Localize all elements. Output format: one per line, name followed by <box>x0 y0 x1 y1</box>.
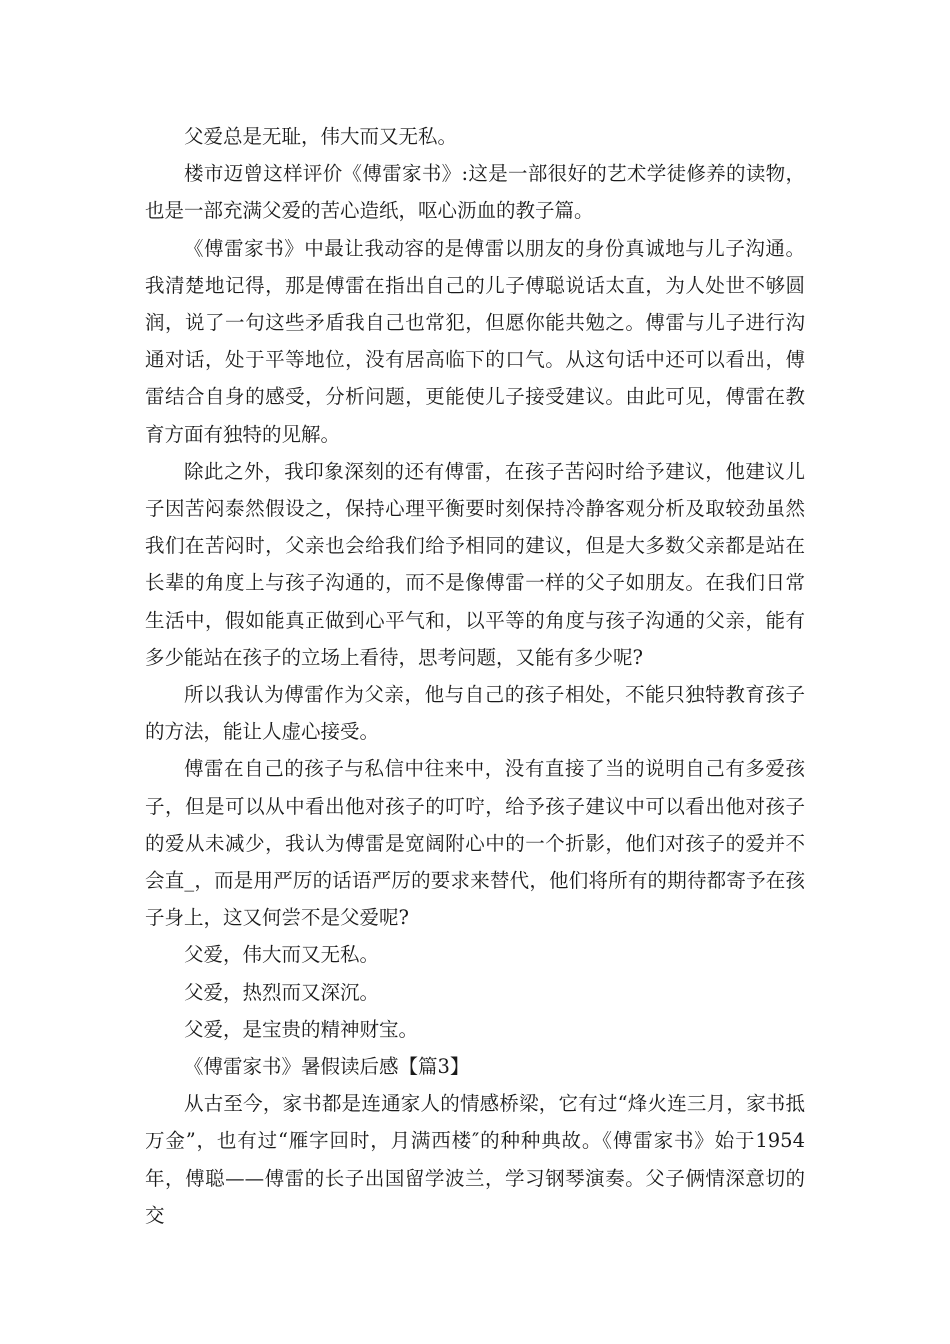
paragraph: 父爱，伟大而又无私。 <box>184 943 380 967</box>
paragraph: 除此之外，我印象深刻的还有傅雷，在孩子苦闷时给予建议，他建议儿子因苦闷泰然假设之，保持心理平衡要时刻保持冷静客观分析及取较劲虽然我们在苦闷时，父亲也会给我们给予相同的建议，但是大多数父亲都是站在长辈的角度上与孩子沟通的，而不是像傅雷一样的父子如朋友。在我们日常生活中，假如能真正做到心平气和，以平等的角度与孩子沟通的父亲，能有多少能站在孩子的立场上看待，思考问题，又能有多少呢? <box>145 459 805 669</box>
paragraph: 傅雷在自己的孩子与私信中往来中，没有直接了当的说明自己有多爱孩子，但是可以从中看出他对孩子的叮咛，给予孩子建议中可以看出他对孩子的爱从未减少，我认为傅雷是宽阔附心中的一个折影，他们对孩子的爱并不会直_，而是用严厉的话语严厉的要求来替代，他们将所有的期待都寄予在孩子身上，这又何尝不是父爱呢? <box>145 757 805 930</box>
paragraph: 父爱，热烈而又深沉。 <box>184 980 380 1004</box>
paragraph: 父爱总是无耻，伟大而又无私。 <box>184 125 458 148</box>
paragraph: 楼市迈曾这样评价《傅雷家书》:这是一部很好的艺术学徒修养的读物，也是一部充满父爱的苦心造纸，呕心沥血的教子篇。 <box>145 162 805 223</box>
article-body <box>145 118 805 1234</box>
paragraph: 从古至今，家书都是连通家人的情感桥梁，它有过“烽火连三月，家书抵万金”，也有过“雁字回时，月满西楼″的种种典故。《傅雷家书》始于1954年，傅聪——傅雷的长子出国留学波兰，学习钢琴演奏。父子俩情深意切的交 <box>145 1092 805 1227</box>
paragraph: 《傅雷家书》中最让我动容的是傅雷以朋友的身份真诚地与儿子沟通。我清楚地记得，那是傅雷在指出自己的儿子傅聪说话太直，为人处世不够圆润，说了一句这些矛盾我自己也常犯，但愿你能共勉之。傅雷与儿子进行沟通对话，处于平等地位，没有居高临下的口气。从这句话中还可以看出，傅雷结合自身的感受，分析问题，更能使儿子接受建议。由此可见，傅雷在教育方面有独特的见解。 <box>145 236 805 446</box>
section-heading: 《傅雷家书》暑假读后感【篇3】 <box>184 1055 470 1079</box>
paragraph: 父爱，是宝贵的精神财宝。 <box>184 1017 419 1041</box>
paragraph: 所以我认为傅雷作为父亲，他与自己的孩子相处，不能只独特教育孩子的方法，能让人虚心接受。 <box>145 683 805 744</box>
